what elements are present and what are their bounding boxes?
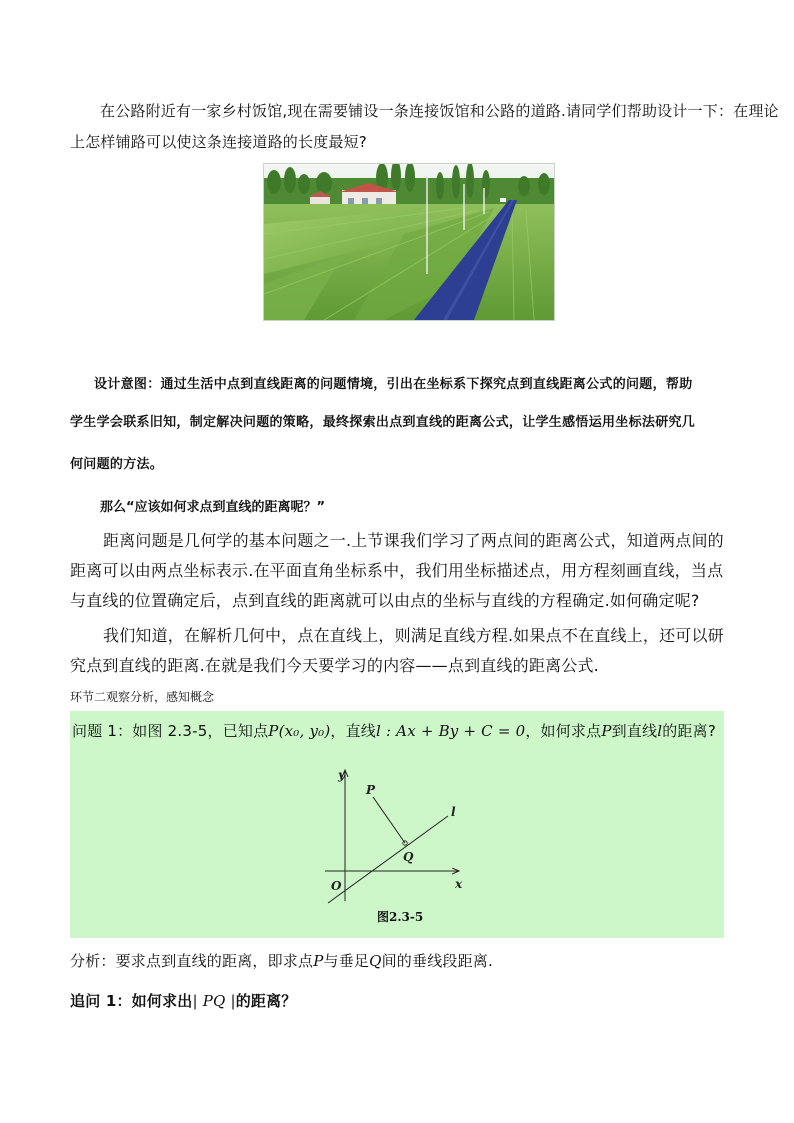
label-q: Q (403, 850, 414, 864)
problem-1-line-eq: l : Ax + By + C = 0 (376, 722, 526, 740)
analysis-q: Q (369, 952, 382, 970)
para1-line-1: 距离问题是几何学的基本问题之一.上节课我们学习了两点间的距离公式，知道两点间的 (103, 531, 724, 550)
followup-text (70, 990, 297, 1012)
problem-1-mid: ，直线 (330, 722, 376, 740)
problem-1-l-label: l (657, 722, 663, 740)
analysis-p: P (313, 952, 324, 970)
label-o: O (331, 879, 342, 893)
analysis-text (70, 950, 493, 972)
para2-line-2: 究点到直线的距离.在就是我们今天要学习的内容——点到直线的距离公式. (70, 656, 599, 675)
design-intent-line-3: 何问题的方法。 (70, 457, 164, 472)
followup-a: 追问 1：如何求出 (70, 992, 193, 1010)
label-y: y (338, 768, 345, 782)
intro-line-1: 在公路附近有一家乡村饭馆,现在需要铺设一条连接饭馆和公路的道路.请同学们帮助设计一下：在理论 (100, 102, 779, 120)
road-photo (263, 163, 555, 321)
problem-1-p-label: P (601, 722, 612, 740)
label-x: x (455, 877, 463, 891)
line-l (328, 816, 448, 903)
design-intent-line-1: 设计意图：通过生活中点到直线距离的问题情境，引出在坐标系下探究点到直线距离公式的问题，帮助 (94, 377, 693, 392)
problem-box (70, 711, 724, 938)
intro-line-2: 上怎样铺路可以使这条连接道路的长度最短? (70, 133, 367, 151)
question-prompt: 那么“应该如何求点到直线的距离呢？” (100, 500, 326, 515)
problem-1-suffix-c: 的距离? (662, 722, 716, 740)
para2-line-1: 我们知道，在解析几何中，点在直线上，则满足直线方程.如果点不在直线上，还可以研 (103, 626, 724, 645)
problem-1-prefix: 问题 1：如图 2.3-5，已知点 (72, 722, 269, 740)
problem-1-suffix-a: ，如何求点 (525, 722, 602, 740)
figure-caption: 图2.3-5 (377, 910, 424, 924)
followup-b: 的距离？ (235, 992, 297, 1010)
segment-pq (373, 797, 405, 843)
problem-1-point: P(x₀, y₀) (268, 722, 331, 740)
para1-line-2: 距离可以由两点坐标表示.在平面直角坐标系中，我们用坐标描述点，用方程刻画直线，当点 (70, 561, 724, 580)
para1-line-3: 与直线的位置确定后，点到直线的距离就可以由点的坐标与直线的方程确定.如何确定呢? (70, 591, 700, 610)
analysis-c: 间的垂线段距离. (381, 952, 493, 970)
section-heading: 环节二观察分析，感知概念 (70, 690, 215, 704)
figure-2-3-5 (320, 763, 470, 908)
problem-1-text (72, 720, 716, 742)
analysis-a: 分析：要求点到直线的距离，即求点 (70, 952, 314, 970)
design-intent-line-2: 学生学会联系旧知，制定解决问题的策略，最终探索出点到直线的距离公式，让学生感悟运用坐标法研究几 (70, 415, 696, 430)
label-p: P (366, 783, 376, 797)
problem-1-suffix-b: 到直线 (611, 722, 658, 740)
label-l: l (451, 805, 456, 819)
followup-pq: | PQ | (192, 992, 236, 1010)
analysis-b: 与垂足 (323, 952, 370, 970)
